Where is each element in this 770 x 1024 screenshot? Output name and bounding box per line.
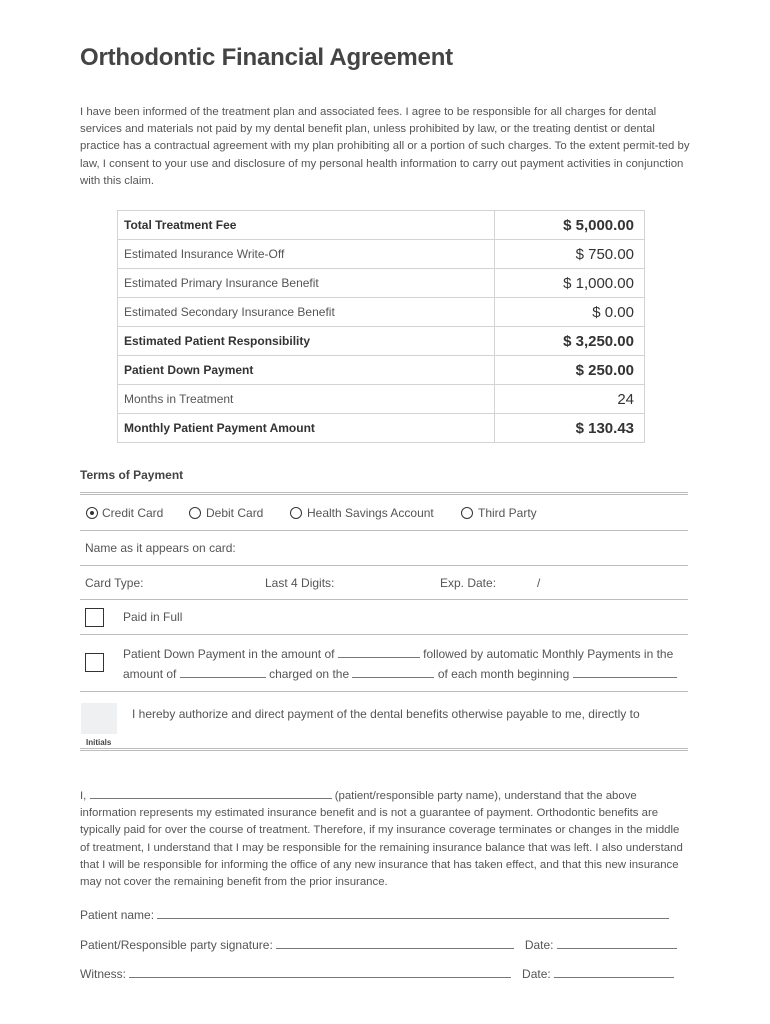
fee-label: Estimated Insurance Write-Off (118, 240, 495, 269)
monthly-payments-text: followed by automatic Monthly Payments in the (423, 647, 674, 661)
charge-day-blank[interactable] (352, 667, 434, 678)
fee-label: Patient Down Payment (118, 356, 495, 385)
document-title: Orthodontic Financial Agreement (80, 44, 453, 71)
paid-in-full-checkbox[interactable] (85, 608, 104, 627)
third-party-label: Third Party (478, 506, 537, 520)
each-month-text: of each month beginning (437, 667, 570, 681)
fee-label: Total Treatment Fee (118, 211, 495, 240)
patient-name-line (80, 908, 669, 922)
installment-line-2 (123, 667, 677, 681)
monthly-amount-blank[interactable] (180, 667, 266, 678)
witness-line (80, 967, 674, 981)
signature-date-field[interactable] (557, 938, 677, 949)
fee-label: Monthly Patient Payment Amount (118, 414, 495, 443)
divider (80, 748, 688, 751)
fee-label: Estimated Primary Insurance Benefit (118, 269, 495, 298)
debit-card-label: Debit Card (206, 506, 264, 520)
fee-label: Estimated Patient Responsibility (118, 327, 495, 356)
divider (80, 634, 688, 635)
initials-box[interactable] (81, 703, 117, 734)
fee-value: $ 1,000.00 (495, 269, 645, 298)
fee-row (118, 327, 645, 356)
divider (80, 691, 688, 692)
hsa-label: Health Savings Account (307, 506, 434, 520)
exp-date-label: Exp. Date: (440, 576, 497, 590)
start-date-blank[interactable] (573, 667, 677, 678)
installment-checkbox[interactable] (85, 653, 104, 672)
patient-name-label: Patient name: (80, 908, 155, 922)
down-payment-text: Patient Down Payment in the amount of (123, 647, 335, 661)
ack-prefix: I, (80, 790, 87, 802)
authorization-text: I hereby authorize and direct payment of the dental benefits otherwise payable to me, directly to (132, 707, 640, 721)
fee-label: Estimated Secondary Insurance Benefit (118, 298, 495, 327)
radio-selected-dot (90, 511, 94, 515)
fee-row (118, 356, 645, 385)
fee-value: $ 750.00 (495, 240, 645, 269)
fee-value: 24 (495, 385, 645, 414)
divider (80, 492, 688, 495)
radio-health-savings-account[interactable] (290, 507, 302, 519)
witness-field[interactable] (129, 967, 511, 978)
date-label: Date: (524, 938, 554, 952)
witness-label: Witness: (80, 967, 127, 981)
credit-card-label: Credit Card (102, 506, 164, 520)
fee-value: $ 5,000.00 (495, 211, 645, 240)
witness-date-field[interactable] (554, 967, 674, 978)
name-on-card-label: Name as it appears on card: (85, 541, 236, 555)
signature-line (80, 938, 677, 952)
fee-row (118, 414, 645, 443)
fee-value: $ 3,250.00 (495, 327, 645, 356)
patient-name-field[interactable] (157, 908, 669, 919)
date-label: Date: (522, 967, 551, 981)
amount-of-text: amount of (123, 667, 177, 681)
signature-field[interactable] (276, 938, 514, 949)
radio-debit-card[interactable] (189, 507, 201, 519)
acknowledgement-paragraph (80, 788, 692, 891)
ack-text: (patient/responsible party name), understand that the above information represents my estimated insurance benefit and is not a guarantee of payment. Orthodontic benefits are typically paid for over the course of treatment. Therefore, if my insurance coverage terminates or changes in the middle of treatment, I understand that I may be responsible for the remaining insurance balance that was left. I also understand that I will be responsible for informing the office of any new insurance that has taken effect, and that this new insurance may not cover the remaining benefit from the prior insurance. (80, 790, 683, 889)
fee-row (118, 240, 645, 269)
last4-label: Last 4 Digits: (265, 576, 335, 590)
patient-name-blank[interactable] (90, 788, 332, 799)
radio-third-party[interactable] (461, 507, 473, 519)
installment-line-1 (123, 647, 673, 661)
initials-label: Initials (86, 738, 112, 747)
terms-heading: Terms of Payment (80, 468, 184, 482)
fee-row (118, 298, 645, 327)
exp-date-separator: / (537, 576, 541, 590)
paid-in-full-label: Paid in Full (123, 610, 183, 624)
signature-label: Patient/Responsible party signature: (80, 938, 273, 952)
fee-label: Months in Treatment (118, 385, 495, 414)
divider (80, 565, 688, 566)
fee-table (117, 210, 645, 443)
divider (80, 599, 688, 600)
card-type-label: Card Type: (85, 576, 144, 590)
radio-credit-card[interactable] (86, 507, 98, 519)
fee-value: $ 250.00 (495, 356, 645, 385)
fee-row (118, 385, 645, 414)
down-payment-amount-blank[interactable] (338, 647, 420, 658)
fee-value: $ 0.00 (495, 298, 645, 327)
fee-value: $ 130.43 (495, 414, 645, 443)
fee-row (118, 211, 645, 240)
charged-on-text: charged on the (269, 667, 350, 681)
fee-row (118, 269, 645, 298)
divider (80, 530, 688, 531)
intro-paragraph: I have been informed of the treatment plan and associated fees. I agree to be responsible for all charges for dental services and materials not paid by my dental benefit plan, unless prohibited by law, or the treating dentist or dental practice has a contractual agreement with my plan prohibiting all or a portion of such charges. To the extent permit-ted by law, I consent to your use and disclosure of my personal health information to carry out payment activities in conjunction with this claim. (80, 106, 690, 187)
